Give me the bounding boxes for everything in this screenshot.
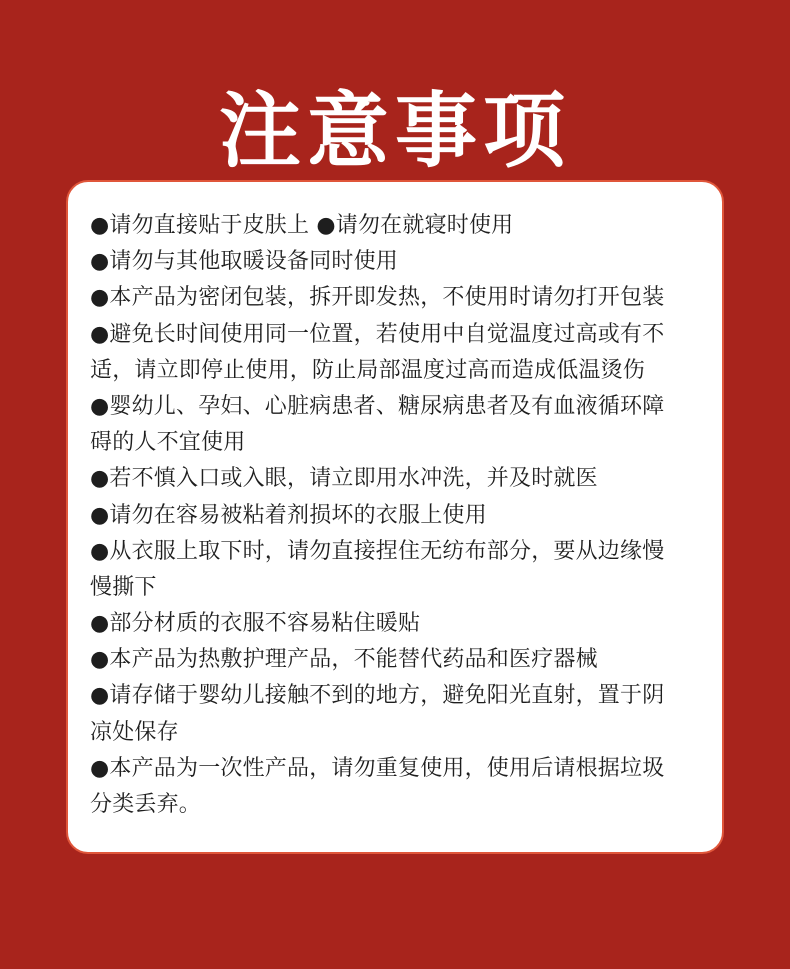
notice-line: ●从衣服上取下时，请勿直接捏住无纺布部分，要从边缘慢 (90, 538, 665, 564)
notice-line: ●请勿直接贴于皮肤上 ●请勿在就寝时使用 (90, 213, 514, 238)
notice-line: ●请勿在容易被粘着剂损坏的衣服上使用 (90, 502, 487, 528)
notice-line: ●部分材质的衣服不容易粘住暖贴 (90, 611, 421, 637)
notice-line: 碍的人不宜使用 (90, 430, 246, 456)
notice-line: 慢撕下 (90, 574, 157, 600)
notice-line: 凉处保存 (90, 719, 179, 745)
notice-line: ●本产品为密闭包装，拆开即发热，不使用时请勿打开包装 (90, 285, 665, 311)
notice-line: 适，请立即停止使用，防止局部温度过高而造成低温烫伤 (90, 357, 646, 383)
notice-line: ●本产品为一次性产品，请勿重复使用，使用后请根据垃圾 (90, 755, 665, 781)
notice-list (90, 208, 708, 823)
notice-line: ●避免长时间使用同一位置，若使用中自觉温度过高或有不 (90, 321, 665, 347)
notice-line: ●请存储于婴幼儿接触不到的地方，避免阳光直射，置于阴 (90, 683, 665, 709)
notice-card (66, 180, 724, 854)
page-title: 注意事项 (218, 83, 571, 179)
notice-line: ●请勿与其他取暖设备同时使用 (90, 249, 398, 275)
notice-line: 分类丢弃。 (90, 792, 202, 817)
notice-line: ●若不慎入口或入眼，请立即用水冲洗，并及时就医 (90, 466, 598, 492)
notice-line: ●本产品为热敷护理产品，不能替代药品和医疗器械 (90, 647, 598, 673)
notice-line: ●婴幼儿、孕妇、心脏病患者、糖尿病患者及有血液循环障 (90, 393, 665, 419)
